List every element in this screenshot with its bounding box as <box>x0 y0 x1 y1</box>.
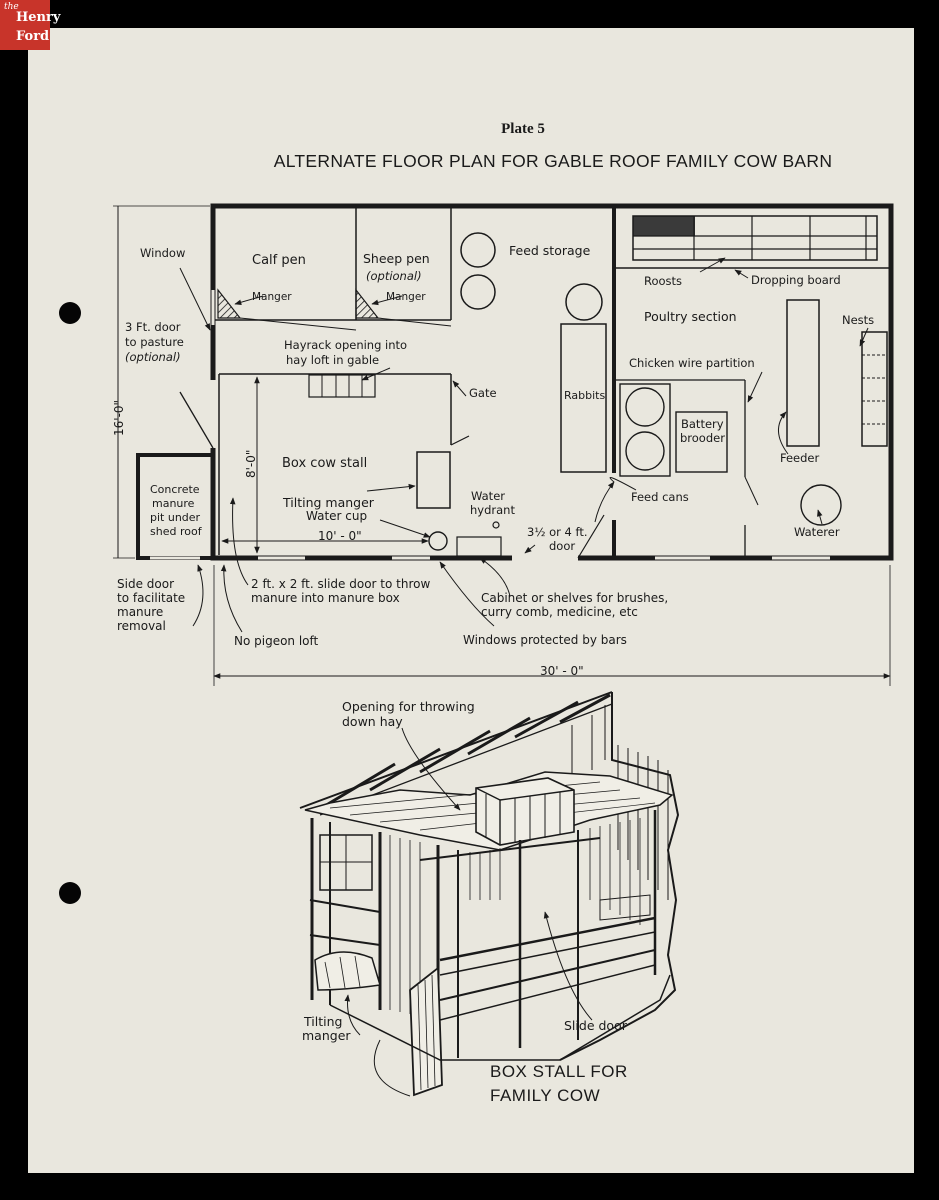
label-dim-width: 30' - 0" <box>540 664 584 678</box>
label-door-pasture-3: (optional) <box>125 350 181 364</box>
label-tilting-manger: Tilting manger <box>283 495 374 510</box>
label-battery-1: Battery <box>681 417 724 431</box>
label-water-hydrant-2: hydrant <box>470 503 515 517</box>
label-door-size-2: door <box>549 539 576 553</box>
nests <box>862 332 887 446</box>
plate-number: Plate 5 <box>501 121 545 137</box>
label-opening-2: down hay <box>342 714 403 729</box>
label-dropping-board: Dropping board <box>751 273 841 287</box>
label-concrete-4: shed roof <box>150 525 202 538</box>
label-feed-storage: Feed storage <box>509 243 591 258</box>
label-door-size-1: 3½ or 4 ft. <box>527 525 588 539</box>
label-concrete-2: manure <box>152 497 195 510</box>
label-concrete-3: pit under <box>150 511 201 524</box>
label-no-pigeon: No pigeon loft <box>234 634 319 648</box>
feeder <box>787 300 819 446</box>
henry-ford-logo <box>0 0 61 50</box>
label-tilting-1: Tilting <box>304 1014 343 1029</box>
label-hayrack-2: hay loft in gable <box>286 353 380 367</box>
plate-title: ALTERNATE FLOOR PLAN FOR GABLE ROOF FAMILY COW BARN <box>273 151 833 171</box>
label-slide-door: Slide door <box>564 1018 627 1033</box>
label-slide-door-1: 2 ft. x 2 ft. slide door to throw <box>251 577 431 591</box>
label-water-hydrant-1: Water <box>471 489 505 503</box>
sheep-manger <box>356 290 378 318</box>
label-side-door-2: to facilitate <box>117 591 186 605</box>
caption-line-2: FAMILY COW <box>490 1086 601 1105</box>
label-windows-bars: Windows protected by bars <box>463 633 627 647</box>
label-battery-2: brooder <box>680 431 725 445</box>
label-window: Window <box>140 246 186 260</box>
caption-line-1: BOX STALL FOR <box>490 1062 628 1081</box>
label-roosts: Roosts <box>644 274 683 288</box>
label-hayrack-1: Hayrack opening into <box>284 338 408 352</box>
label-sheep-optional: (optional) <box>366 269 422 283</box>
label-door-pasture-2: to pasture <box>125 335 184 349</box>
label-feeder: Feeder <box>780 451 820 465</box>
label-slide-door-2: manure into manure box <box>251 591 400 605</box>
label-side-door-4: removal <box>117 619 166 633</box>
box-stall-sketch <box>300 692 678 1096</box>
label-gate: Gate <box>469 386 497 400</box>
label-dim-stall-width: 10' - 0" <box>318 529 362 543</box>
label-manger-1: Manger <box>252 291 292 303</box>
logo-text-ford: Ford <box>16 29 50 44</box>
label-poultry-section: Poultry section <box>644 309 737 324</box>
label-side-door-3: manure <box>117 605 164 619</box>
label-sheep-pen: Sheep pen <box>363 251 430 266</box>
logo-text-the: the <box>4 2 19 12</box>
sketch-tilting-manger <box>315 952 380 990</box>
label-waterer: Waterer <box>794 525 840 539</box>
label-door-pasture-1: 3 Ft. door <box>125 320 181 334</box>
cabinet <box>457 537 501 556</box>
tilting-manger <box>417 452 450 508</box>
hay-opening <box>476 778 574 845</box>
label-feed-cans: Feed cans <box>631 490 689 504</box>
label-cabinet-1: Cabinet or shelves for brushes, <box>481 591 669 605</box>
label-chicken-wire: Chicken wire partition <box>629 356 755 370</box>
label-opening-1: Opening for throwing <box>342 699 475 714</box>
label-dim-height: 16'-0" <box>112 399 126 436</box>
sketch-slide-door <box>410 968 442 1095</box>
label-nests: Nests <box>842 313 875 327</box>
label-water-cup: Water cup <box>306 509 368 523</box>
label-cabinet-2: curry comb, medicine, etc <box>481 605 638 619</box>
dropping-board-fill <box>633 216 695 236</box>
label-box-cow-stall: Box cow stall <box>282 456 368 471</box>
label-rabbits: Rabbits <box>564 389 606 402</box>
label-dim-stall-height: 8'-0" <box>244 449 258 478</box>
water-hydrant <box>493 522 499 528</box>
logo-text-henry: Henry <box>16 10 61 25</box>
label-calf-pen: Calf pen <box>252 253 306 268</box>
label-side-door-1: Side door <box>117 577 174 591</box>
label-concrete-1: Concrete <box>150 483 200 496</box>
water-cup <box>429 532 447 550</box>
label-tilting-2: manger <box>302 1028 351 1043</box>
label-manger-2: Manger <box>386 291 426 303</box>
